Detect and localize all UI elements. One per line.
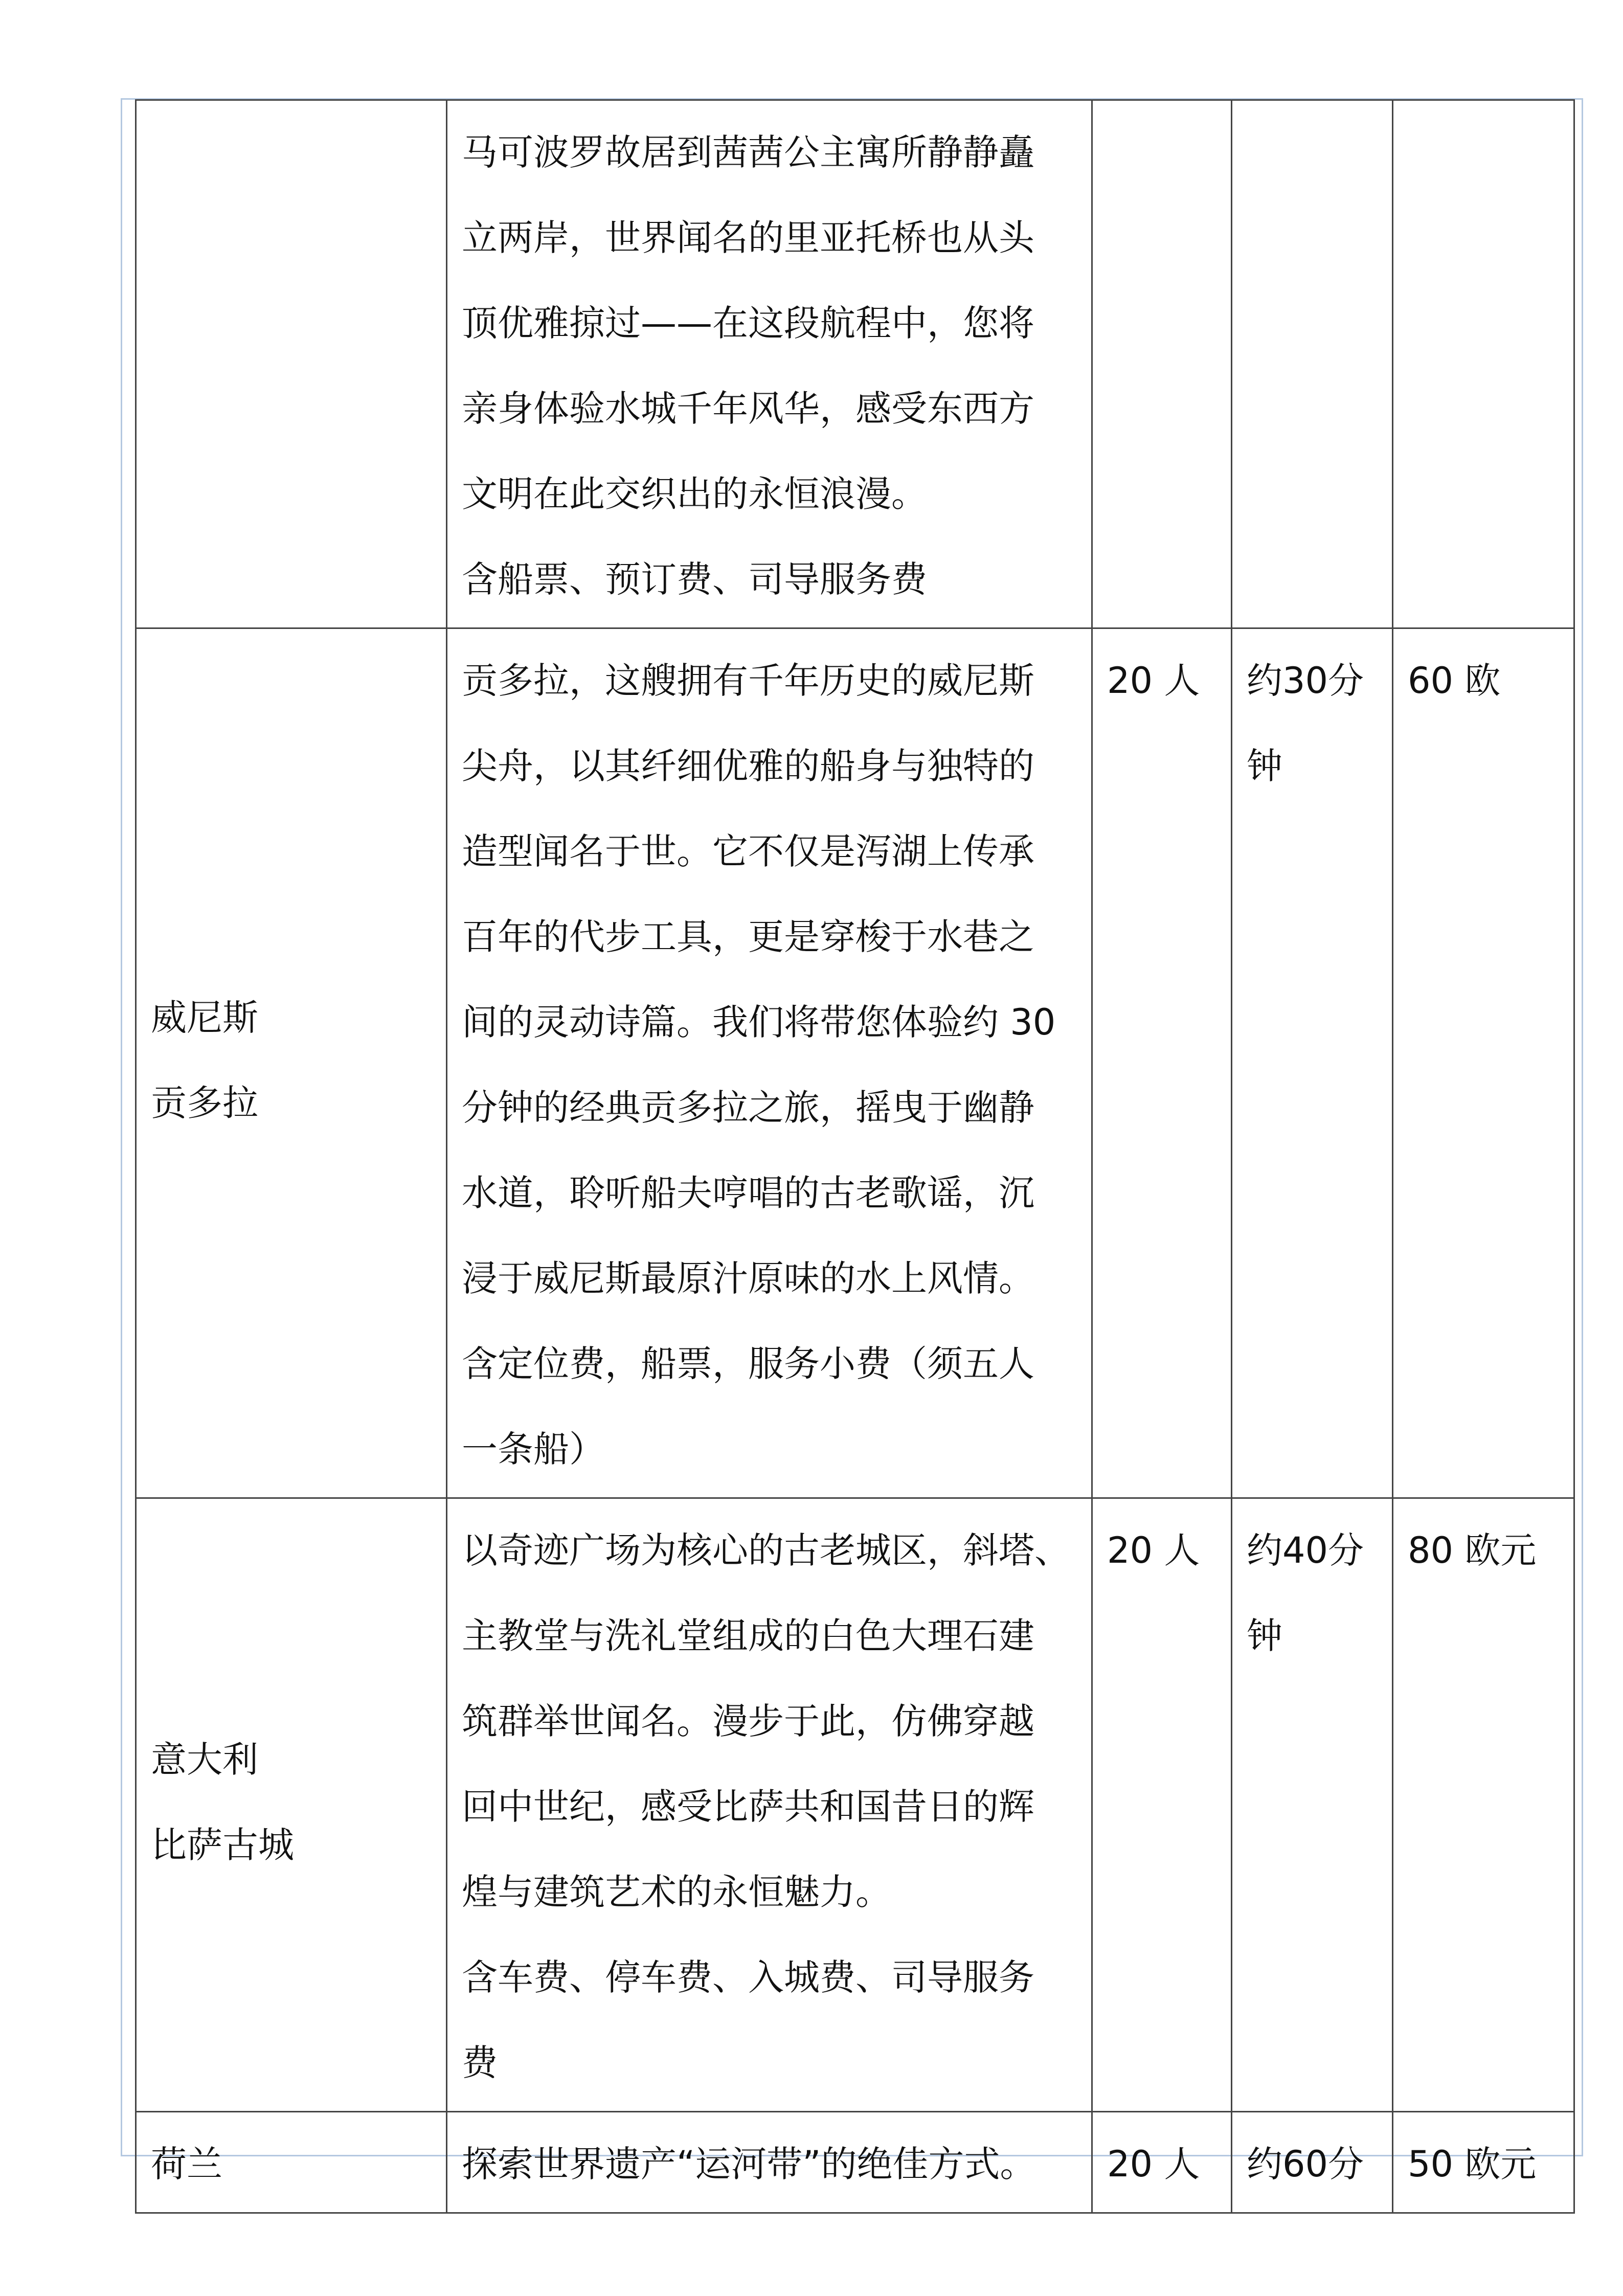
price-cell: 50 欧元 bbox=[1393, 2112, 1574, 2213]
excursion-description-cell bbox=[447, 628, 1092, 1498]
excursion-name-cell bbox=[136, 1498, 447, 2112]
itinerary-table bbox=[135, 99, 1575, 2214]
duration-cell: 约30分钟 bbox=[1232, 628, 1393, 1498]
price-cell bbox=[1393, 100, 1574, 628]
excursion-description-cell bbox=[447, 2112, 1092, 2213]
description-line: 浸于威尼斯最原汁原味的水上风情。 bbox=[462, 1257, 1034, 1299]
excursion-description-cell bbox=[447, 100, 1092, 628]
description-line: 分钟的经典贡多拉之旅，摇曳于幽静 bbox=[462, 1087, 1034, 1129]
description-line: 顶优雅掠过——在这段航程中，您将 bbox=[462, 302, 1034, 344]
excursion-name-line: 意大利 bbox=[151, 1738, 258, 1781]
table-row bbox=[136, 628, 1574, 1498]
price-cell: 80 欧元 bbox=[1393, 1498, 1574, 2112]
table-row bbox=[136, 2112, 1574, 2213]
description-line: 探索世界遗产“运河带”的绝佳方式。 bbox=[462, 2143, 1036, 2185]
excursion-name-line: 比萨古城 bbox=[151, 1824, 294, 1866]
duration-cell: 约60分 bbox=[1232, 2112, 1393, 2213]
excursion-description-cell bbox=[447, 1498, 1092, 2112]
description-line: 主教堂与洗礼堂组成的白色大理石建 bbox=[462, 1615, 1034, 1657]
description-line: 尖舟，以其纤细优雅的船身与独特的 bbox=[462, 745, 1034, 787]
description-line: 水道，聆听船夫哼唱的古老歌谣，沉 bbox=[462, 1172, 1034, 1214]
people-cell: 20 人 bbox=[1092, 2112, 1232, 2213]
duration-cell: 约40分钟 bbox=[1232, 1498, 1393, 2112]
description-line: 间的灵动诗篇。我们将带您体验约 30 bbox=[462, 1001, 1056, 1043]
description-line: 百年的代步工具，更是穿梭于水巷之 bbox=[462, 916, 1034, 958]
description-line: 含车费、停车费、入城费、司导服务 bbox=[462, 1956, 1034, 1998]
description-line: 含船票、预订费、司导服务费 bbox=[462, 558, 927, 600]
description-line: 马可波罗故居到茜茜公主寓所静静矗 bbox=[462, 131, 1034, 173]
description-line: 文明在此交织出的永恒浪漫。 bbox=[462, 473, 927, 515]
excursion-name-line: 荷兰 bbox=[151, 2143, 222, 2185]
description-line: 立两岸，世界闻名的里亚托桥也从头 bbox=[462, 217, 1034, 259]
description-line: 一条船） bbox=[462, 1428, 605, 1470]
excursion-name-cell bbox=[136, 2112, 447, 2213]
description-line: 煌与建筑艺术的永恒魅力。 bbox=[462, 1871, 891, 1913]
excursion-name-line: 贡多拉 bbox=[151, 1082, 258, 1124]
description-line: 亲身体验水城千年风华，感受东西方 bbox=[462, 388, 1034, 430]
people-cell: 20 人 bbox=[1092, 628, 1232, 1498]
description-line: 贡多拉，这艘拥有千年历史的威尼斯 bbox=[462, 660, 1034, 702]
description-line: 回中世纪，感受比萨共和国昔日的辉 bbox=[462, 1786, 1034, 1828]
description-line: 造型闻名于世。它不仅是泻湖上传承 bbox=[462, 830, 1034, 872]
excursion-name-line: 威尼斯 bbox=[151, 997, 258, 1039]
excursion-name-cell bbox=[136, 628, 447, 1498]
excursion-name-cell bbox=[136, 100, 447, 628]
description-line: 费 bbox=[462, 2042, 498, 2084]
duration-cell bbox=[1232, 100, 1393, 628]
people-cell: 20 人 bbox=[1092, 1498, 1232, 2112]
people-cell bbox=[1092, 100, 1232, 628]
price-cell: 60 欧 bbox=[1393, 628, 1574, 1498]
description-line: 含定位费，船票，服务小费（须五人 bbox=[462, 1343, 1034, 1385]
description-line: 以奇迹广场为核心的古老城区，斜塔、 bbox=[462, 1529, 1070, 1571]
table-row bbox=[136, 1498, 1574, 2112]
table-row bbox=[136, 100, 1574, 628]
description-line: 筑群举世闻名。漫步于此，仿佛穿越 bbox=[462, 1700, 1034, 1742]
